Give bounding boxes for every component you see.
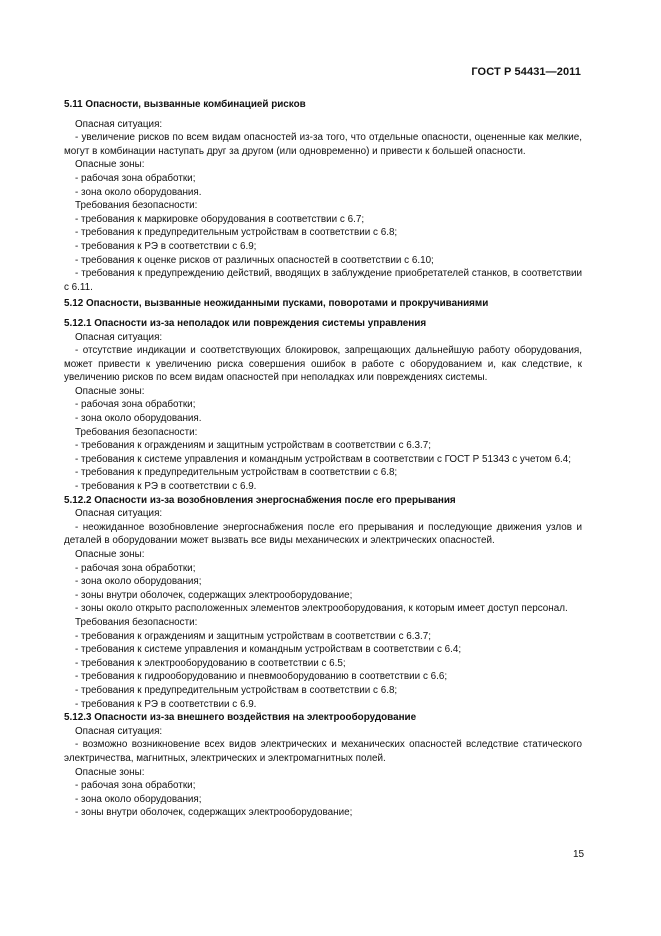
paragraph: Опасные зоны: [75,766,145,778]
paragraph: Опасная ситуация: [75,331,163,343]
paragraph: - зоны внутри оболочек, содержащих электрооборудование; [75,807,353,819]
paragraph: - зона около оборудования; [75,793,202,805]
paragraph: Опасные зоны: [75,159,145,171]
paragraph: Требования безопасности: [75,200,198,212]
document-header: ГОСТ Р 54431—2011 [471,66,581,78]
subsection-heading: 5.12.2 Опасности из-за возобновления энергоснабжения после его прерывания [64,494,456,506]
paragraph: - зоны внутри оболочек, содержащих электрооборудование; [75,589,353,601]
section-heading: 5.12 Опасности, вызванные неожиданными пусками, поворотами и прокручиваниями [64,298,489,310]
paragraph: - зона около оборудования. [75,186,202,198]
paragraph: - требования к системе управления и командным устройствам в соответствии с ГОСТ Р 51343 с учетом 6.4; [75,453,572,465]
paragraph: - требования к электрооборудованию в соответствии с 6.5; [75,657,346,669]
paragraph: - требования к РЭ в соответствии с 6.9; [75,240,257,252]
paragraph: - требования к предупредительным устройствам в соответствии с 6.8; [75,684,398,696]
paragraph: - требования к гидрооборудованию и пневмооборудованию в соответствии с 6.6; [75,671,448,683]
page-number: 15 [573,849,585,860]
paragraph: - зона около оборудования. [75,413,202,425]
subsection-heading: 5.12.1 Опасности из-за неполадок или повреждения системы управления [64,317,427,329]
paragraph: - зоны около открыто расположенных элементов электрооборудования, к которым имеет доступ персонал. [75,603,568,615]
paragraph: - требования к ограждениям и защитным устройствам в соответствии с 6.3.7; [75,630,431,642]
paragraph: - возможно возникновение всех видов электрических и механических опасностей вследствие статического электричества, магнитных, электрических и электромагнитных полей. [64,739,582,764]
paragraph: - увеличение рисков по всем видам опасностей из-за того, что отдельные опасности, оцененные как мелкие, могут в комбинации наступать друг за другом (или одновременно) и привести к большей опасности. [64,132,582,157]
paragraph: Опасная ситуация: [75,118,163,130]
paragraph: - зона около оборудования; [75,576,202,588]
paragraph: Опасные зоны: [75,549,145,560]
document-body [64,95,582,820]
paragraph: - рабочая зона обработки; [75,399,196,411]
paragraph: - требования к предупредительным устройствам в соответствии с 6.8; [75,227,398,239]
subsection-heading: 5.12.3 Опасности из-за внешнего воздействия на электрооборудование [64,712,417,724]
paragraph: Опасные зоны: [75,385,145,397]
paragraph: Требования безопасности: [75,616,198,628]
paragraph: Опасная ситуация: [75,508,163,520]
paragraph: Требования безопасности: [75,426,198,438]
paragraph: - требования к предупредительным устройствам в соответствии с 6.8; [75,467,398,479]
section-heading: 5.11 Опасности, вызванные комбинацией рисков [64,99,306,110]
paragraph: - требования к предупреждению действий, вводящих в заблуждение приобретателей станков, в соответствии с 6.11. [64,268,582,293]
paragraph: - требования к ограждениям и защитным устройствам в соответствии с 6.3.7; [75,440,431,452]
paragraph: - рабочая зона обработки; [75,172,196,184]
paragraph: - рабочая зона обработки; [75,780,196,792]
paragraph: - требования к системе управления и командным устройствам в соответствии с 6.4; [75,644,462,656]
paragraph: - рабочая зона обработки; [75,562,196,574]
paragraph: Опасная ситуация: [75,725,163,737]
paragraph: - отсутствие индикации и соответствующих блокировок, запрещающих дальнейшую работу оборудования, может привести к увеличению риска совершения ошибок в работе с оборудованием и, как следствие, к увеличению рисков по всем видам опасностей при неполадках или повреждениях системы. [64,345,582,384]
paragraph: - требования к маркировке оборудования в соответствии с 6.7; [75,213,365,225]
paragraph: - требования к РЭ в соответствии с 6.9. [75,698,257,710]
paragraph: - неожиданное возобновление энергоснабжения после его прерывания и последующие движения узлов и деталей в оборудовании может вызвать все виды механических и электрических опасностей. [64,521,582,547]
paragraph: - требования к оценке рисков от различных опасностей в соответствии с 6.10; [75,254,434,266]
paragraph: - требования к РЭ в соответствии с 6.9. [75,481,257,493]
